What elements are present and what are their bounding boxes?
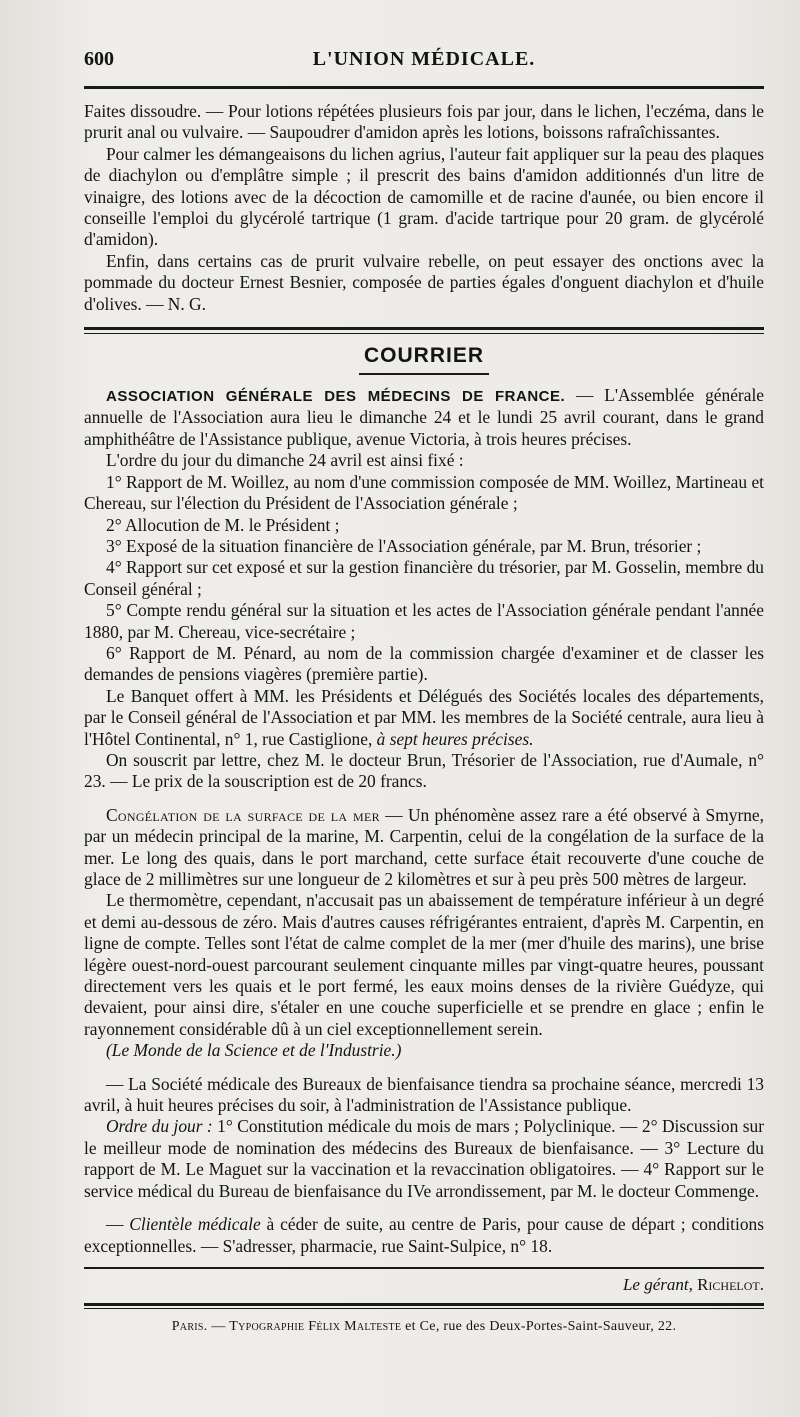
gerant-label: Le gérant,	[622, 1274, 693, 1294]
title-underline	[359, 373, 489, 375]
congelation-heading: Congélation de la surface de la mer	[106, 804, 380, 825]
agenda-item-2: 2° Allocution de M. le Président ;	[106, 514, 340, 535]
ordre-du-jour-label: Ordre du jour :	[106, 1116, 213, 1137]
printer-imprint	[84, 1319, 764, 1335]
gerant-name: Richelot.	[697, 1274, 764, 1294]
congelation-text: — Un phénomène assez rare a été observé à Smyrne, par un médecin principal de la marine, M. Carpentin, celui de la congélation de la surface de la mer. Le long des quais, dans le port marchand, cette surface était recouverte d'une couche de glace de 2 millimètres sur une longueur de 2 kilomètres et sur à peu près 500 mètres de largeur.	[84, 804, 765, 889]
imprint-printer: Félix Malteste	[308, 1318, 402, 1334]
association-text: — L'Assemblée générale annuelle de l'Association aura lieu le dimanche 24 et le lundi 25 avril courant, dans le grand amphithéâtre de l'Assistance publique, avenue Victoria, à trois heures précises.	[84, 385, 764, 449]
imprint-address: et Ce, rue des Deux-Portes-Saint-Sauveur, 22.	[401, 1318, 677, 1334]
journal-title: L'UNION MÉDICALE.	[312, 48, 536, 70]
imprint-rule	[84, 1303, 764, 1309]
banquet-text: Le Banquet offert à MM. les Présidents et Délégués des Sociétés locales des départements, par le Conseil général de l'Association et par MM. les membres de la Société centrale, aura lieu à l'Hôtel Continental, n° 1, rue Castiglione,	[84, 685, 764, 749]
footer-rule	[84, 1267, 764, 1269]
agenda-item-5: 5° Compte rendu général sur la situation et les actes de l'Association générale pendant l'année 1880, par M. Chereau, vice-secrétaire ;	[84, 600, 764, 642]
section-title: COURRIER	[363, 344, 484, 368]
prev-article-paragraph-1: Faites dissoudre. — Pour lotions répétées plusieurs fois par jour, dans le lichen, l'eczéma, dans le prurit anal ou vulvaire. — Saupoudrer d'amidon après les lotions, boissons rafraîchissantes.	[84, 101, 764, 143]
societe-paragraph: — La Société médicale des Bureaux de bienfaisance tiendra sa prochaine séance, mercredi 13 avril, à huit heures précises du soir, à l'administration de l'Assistance publique.	[84, 1073, 764, 1116]
clientele-text: à céder de suite, au centre de Paris, pour cause de départ ; conditions exceptionnelles. — S'adresser, pharmacie, rue Saint-Sulpice, n° 18.	[84, 1214, 764, 1256]
clientele-paragraph	[84, 1214, 764, 1257]
banquet-time: à sept heures précises.	[376, 728, 534, 749]
subscription-paragraph: On souscrit par lettre, chez M. le docteur Brun, Trésorier de l'Association, rue d'Aumale, n° 23. — Le prix de la souscription est de 20 francs.	[84, 749, 764, 792]
imprint-city: Paris. — Typographie	[171, 1318, 309, 1334]
banquet-paragraph	[84, 686, 764, 750]
prev-article-paragraph-2: Pour calmer les démangeaisons du lichen agrius, l'auteur fait appliquer sur la peau des plaques de diachylon ou d'emplâtre simple ; il prescrit des bains d'amidon additionnés d'un litre de vinaigre, des lotions avec de la décoction de camomille et de racine d'aunée, ou bien encore il conseille l'emploi du glycérolé tartrique (1 gram. d'acide tartrique pour 20 gram. de glycérolé d'amidon).	[84, 143, 764, 250]
prev-article-paragraph-3: Enfin, dans certains cas de prurit vulvaire rebelle, on peut essayer des onctions avec la pommade du docteur Ernest Besnier, composée de parties égales d'onguent diachylon et d'huile d'olives. — N. G.	[84, 250, 764, 314]
ordre-du-jour-text: 1° Constitution médicale du mois de mars ; Polyclinique. — 2° Discussion sur le meilleur mode de nomination des médecins des Bureaux de bienfaisance. — 3° Lecture du rapport de M. Le Maguet sur la vaccination et la revaccination obligatoires. — 4° Rapport sur le service médical du Bureau de bienfaisance du IVe arrondissement, par M. le docteur Commenge.	[84, 1116, 764, 1201]
agenda-item-1: 1° Rapport de M. Woillez, au nom d'une commission composée de MM. Woillez, Martineau et Chereau, sur l'élection du Président de l'Association générale ;	[84, 471, 764, 514]
congelation-paragraph	[84, 805, 764, 891]
thermometer-paragraph: Le thermomètre, cependant, n'accusait pas un abaissement de température inférieur à un degré et demi au-dessous de zéro. Mais d'autres causes réfrigérantes entraient, d'après M. Carpentin, en ligne de compte. Telles sont l'état de calme complet de la mer (mer d'huile des marins), une brise légère ouest-nord-ouest parcourant seulement cinquante milles par vingt-quatre heures, poussant directement vers les quais et le port fermé, les eaux moins denses de la rivière Guédyze, qui devaient, pour ainsi dire, s'étaler en une couche superficielle et se prendre en glace ; enfin le rayonnement considérable dû à un ciel exceptionnellement serein.	[84, 890, 764, 1039]
agenda-item-6: 6° Rapport de M. Pénard, au nom de la commission chargée d'examiner et de classer les demandes de pensions viagères (première partie).	[84, 642, 764, 685]
clientele-label: Clientèle médicale	[129, 1214, 261, 1235]
agenda-item-3: 3° Exposé de la situation financière de l'Association générale, par M. Brun, trésorier ;	[106, 535, 702, 556]
signature	[84, 1275, 764, 1295]
agenda-intro: L'ordre du jour du dimanche 24 avril est ainsi fixé :	[106, 450, 464, 471]
section-divider	[84, 327, 764, 334]
page-number: 600	[84, 48, 114, 70]
societe-agenda	[84, 1116, 764, 1202]
agenda-item-4: 4° Rapport sur cet exposé et sur la gestion financière du trésorier, par M. Gosselin, membre du Conseil général ;	[84, 557, 764, 599]
association-notice	[84, 385, 764, 450]
source-citation: (Le Monde de la Science et de l'Industrie.)	[106, 1040, 402, 1061]
dash: —	[106, 1214, 130, 1235]
running-header	[84, 48, 764, 89]
association-heading: ASSOCIATION GÉNÉRALE DES MÉDECINS DE FRANCE.	[106, 388, 566, 406]
